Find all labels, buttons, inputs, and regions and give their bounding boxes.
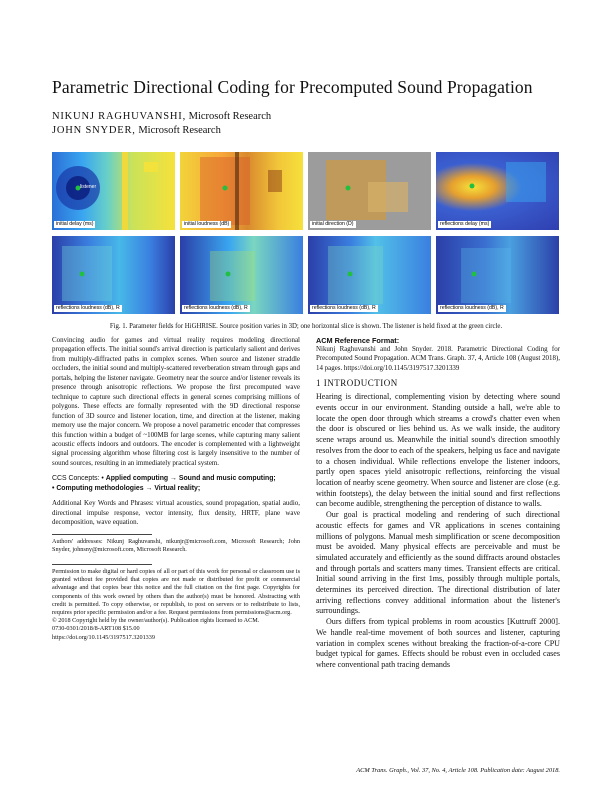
author-2-affil: Microsoft Research xyxy=(135,125,221,136)
panel-label: initial delay (ms) xyxy=(56,221,94,227)
issn-line: 0730-0301/2018/8-ART108 $15.00 xyxy=(52,625,140,633)
permission-notice: Permission to make digital or hard copies of all or part of this work for personal or classroom use is granted without fee provided that copies are not made or distributed for profit or commercial advantage and that copies bear this notice and the full citation on the first page. Copyrights for components of this work owned by others than the author(s) must be honored. Abstracting with credit is permitted. To copy otherwise, or republish, to post on servers or to redistribute to lists, requires prior specific permission and/or a fee. Request permissions from permissions@acm.org. xyxy=(52,567,300,616)
ccs-1: Applied computing → Sound and music computing; xyxy=(105,475,276,483)
abstract: Convincing audio for games and virtual reality requires modeling directional propagation effects. The initial sound's arrival direction is particularly salient and derives from multiply-diffracted paths in complex scenes. When source and listener straddle occluders, the initial sound and multiply-scattered reverberation stream through gaps and portals, helping the listener navigate. Geometry near the source and/or listener reveals its presence through anisotropic reflections. We propose the first precomputed wave technique to capture such directional effects in general scenes comprising millions of polygons. These effects are formally represented with the 9D directional response function of 3D source and listener location, time, and direction at the listener, making memory use the major concern. We propose a novel parametric encoder that compresses this function within a budget of ~100MB for large scenes, while capturing many salient acoustic effects indoors and outdoors. The encoder is complemented with a lightweight signal processing algorithm whose filtering cost is largely insensitive to the number of sound sources, resulting in an immediately practical system. xyxy=(52,336,300,467)
author-addresses: Authors' addresses: Nikunj Raghuvanshi, nikunjr@microsoft.com, Microsoft Research; John Snyder, johnsny@microsoft.com, Microsoft Research. xyxy=(52,537,300,553)
ref-format: Nikunj Raghuvanshi and John Snyder. 2018. Parametric Directional Coding for Precomputed Sound Propagation. ACM Trans. Graph. 37, 4, Article 108 (August 2018), 14 pages. https://doi.org/10.1145/3197517.3201339 xyxy=(316,345,560,372)
ccs-2: • Computing methodologies → Virtual reality; xyxy=(52,484,201,492)
keywords: Additional Key Words and Phrases: virtual acoustics, sound propagation, spatial audio, directional impulse response, vector intensity, flux density, HRTF, plane wave decomposition, wave equation. xyxy=(52,499,300,527)
panel-initial-direction xyxy=(308,152,431,230)
panel-initial-delay xyxy=(52,152,175,230)
ccs-concepts xyxy=(52,474,300,493)
intro-paragraph-3: Ours differs from typical problems in room acoustics [Kuttruff 2000]. We handle real-time movement of both sources and listener, capturing variation in complex scenes without breaking the fraction-of-a-core CPU budget typical for games. Effects should be robust even in occluded cases where conventional path tracing demands xyxy=(316,617,560,669)
section-heading: 1 INTRODUCTION xyxy=(316,378,398,389)
panel-reflections-delay xyxy=(436,152,559,230)
panel-reflections-loudness-4 xyxy=(436,236,559,314)
panel-initial-loudness xyxy=(180,152,303,230)
panel-label: initial direction (D) xyxy=(312,221,354,227)
right-column xyxy=(316,336,560,671)
doi-line: https://doi.org/10.1145/3197517.3201339 xyxy=(52,633,155,641)
copyright-line: © 2018 Copyright held by the owner/author(s). Publication rights licensed to ACM. xyxy=(52,617,260,625)
author-1-affil: Microsoft Research xyxy=(186,111,272,122)
panel-label: reflections loudness (dB), R xyxy=(440,305,504,311)
listener-label: listener xyxy=(80,184,97,190)
ccs-prefix: CCS Concepts: • xyxy=(52,475,106,483)
intro-paragraph-2: Our goal is practical modeling and rendering of such directional acoustic effects for games and VR applications in scenes containing millions of polygons. Manual mesh simplification or scene decomposition must be avoided. Many physical effects are perceivable and must be simulated accurately and efficiently as the sound diffracts around obstacles and through portals and scatters many times. Transient effects are critical. Initial sound arriving in the first 1ms, possibly through multiple portals, determines its perceived direction. The directional distribution of later arriving reflections convey additional information about the listener's surroundings. xyxy=(316,510,560,616)
panel-reflections-loudness-1 xyxy=(52,236,175,314)
panel-label: reflections loudness (dB), R xyxy=(312,305,376,311)
intro-paragraph-1: Hearing is directional, complementing vision by detecting where sound events occur in our environment. Standing outside a hall, we're able to locate the open door through which streams a crowd's chatter even when the door is obscured or lies behind us. As we walk inside, the auditory scene wraps around us. Meanwhile the initial sound's direction smoothly resolves from the door to each of the speakers, helping us face and navigate to a chosen individual. While reflections envelope the listener indoors, partly open spaces yield anisotropic reflections, reinforcing the visual location of nearby scene geometry. When source and listener are close (e.g. within footsteps), the delay between the initial sound and first reflections can become audible, strengthening the perception of distance to walls. xyxy=(316,392,560,509)
left-column xyxy=(52,336,300,642)
panel-label: reflections delay (ms) xyxy=(440,221,490,227)
author-2-name: JOHN SNYDER, xyxy=(52,125,136,136)
teaser-figure xyxy=(52,152,560,318)
panel-reflections-loudness-3 xyxy=(308,236,431,314)
ref-format-head: ACM Reference Format: xyxy=(316,336,400,345)
author-1 xyxy=(52,110,271,123)
author-1-name: NIKUNJ RAGHUVANSHI, xyxy=(52,111,187,122)
panel-label: initial loudness (dB) xyxy=(184,221,230,227)
page-footer: ACM Trans. Graph., Vol. 37, No. 4, Article 108. Publication date: August 2018. xyxy=(356,767,560,774)
figure-caption: Fig. 1. Parameter fields for HiGHRISE. Source position varies in 3D; one horizontal slice is shown. The listener is held fixed at the green circle. xyxy=(109,323,503,330)
panel-label: reflections loudness (dB), R xyxy=(184,305,248,311)
panel-reflections-loudness-2 xyxy=(180,236,303,314)
panel-label: reflections loudness (dB), R xyxy=(56,305,120,311)
author-2 xyxy=(52,124,221,137)
paper-title: Parametric Directional Coding for Precomputed Sound Propagation xyxy=(52,77,533,97)
